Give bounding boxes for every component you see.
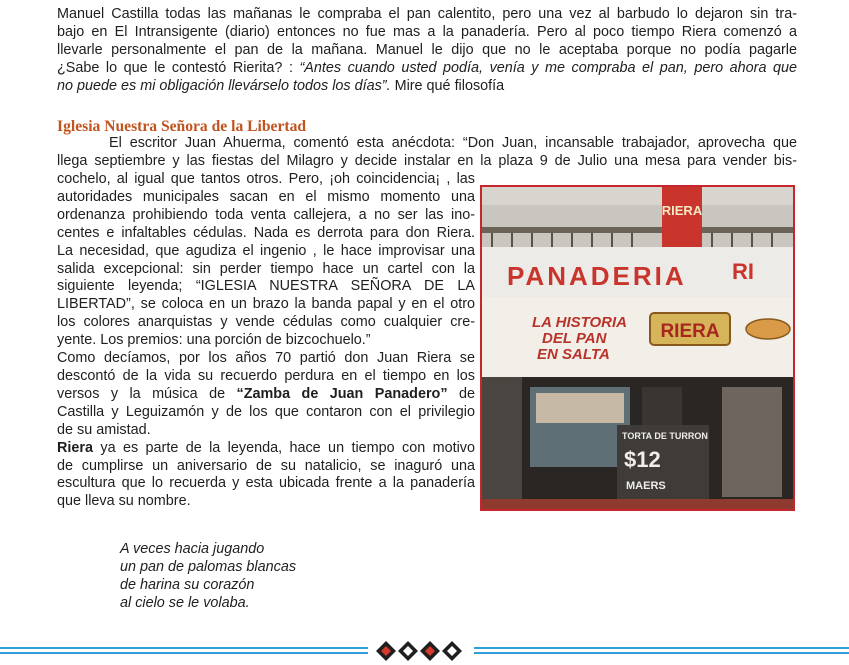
intro-paragraph — [57, 6, 797, 96]
story-narrow-line: cochelo, al igual que tantos otros. Pero, ¡oh coincidencia¡ , las — [57, 171, 475, 187]
story-narrow-line: Como decíamos, por los años 70 partió don Juan Riera se — [57, 350, 475, 367]
intro-line-4 — [57, 60, 797, 78]
story-narrow-line: yente. Los premios: una porción de bizcochuelo.” — [57, 332, 371, 349]
section-heading: Iglesia Nuestra Señora de la Libertad — [57, 118, 307, 135]
story-wide-lines — [57, 135, 797, 171]
intro-quote-start: “Antes cuando usted podía, venía y me compraba el pan, pero ahora que — [299, 59, 797, 76]
footer-ornament — [0, 637, 849, 665]
story-narrow-line: descontó de la vida su recuerdo perdura en el tiempo en los — [57, 367, 475, 384]
window-text-3: MAERS — [626, 480, 666, 492]
poem-line: al cielo se le volaba. — [120, 595, 250, 611]
zamba-lead: versos y la música de — [57, 385, 237, 402]
facade-line-1: LA HISTORIA — [532, 314, 628, 331]
zamba-title: “Zamba de Juan Panadero” — [236, 385, 448, 402]
story-narrow-line: salida excepcional: sin perder tiempo hace un cartel con la — [57, 260, 475, 277]
zamba-after: de — [447, 385, 475, 402]
intro-line-5-plain: Mire qué filosofía — [390, 77, 505, 94]
window-text-1: TORTA DE TURRON — [622, 431, 708, 441]
story-narrow-line: siguiente leyenda; “IGLESIA NUESTRA SEÑORA DE LA — [57, 278, 475, 295]
story-narrow-line: autoridades municipales sacan en el mismo momento una — [57, 188, 475, 205]
intro-line-2: bajo en El Intransigente (diario) entonces no fue mas a la panadería. Pero al poco tiempo Riera comenzó a — [57, 23, 797, 40]
intro-line-1: Manuel Castilla todas las mañanas le compraba el pan calentito, pero una vez al barbudo lo dejaron sin tra- — [57, 6, 797, 22]
story-narrow-column — [57, 171, 475, 511]
intro-line-4-plain: ¿Sabe lo que le contestó Rierita? : — [57, 59, 300, 76]
sign-panaderia: PANADERIA — [507, 261, 687, 291]
poem-line: un pan de palomas blancas — [120, 559, 297, 575]
poem — [120, 540, 296, 612]
intro-line-5 — [57, 78, 797, 96]
bakery-photo-illustration — [482, 187, 793, 509]
intro-line-3: llevarle personalmente el pan de la mañana. Manuel le dijo que no le aceptaba porque no podía pagarle — [57, 41, 797, 58]
poem-line: A veces hacia jugando — [120, 541, 265, 557]
story-narrow-line-riera — [57, 440, 475, 458]
story-narrow-line: LIBERTAD”, se coloca en un brazo la banda papal y en el otro — [57, 296, 475, 313]
riera-name: Riera — [57, 439, 93, 456]
brand-riera: RIERA — [660, 321, 720, 342]
facade-line-3: EN SALTA — [537, 346, 610, 363]
story-narrow-line: que lleva su nombre. — [57, 493, 191, 510]
window-text-2: $12 — [624, 447, 661, 472]
story-narrow-line: Castilla y Leguizamón y de los que contaron con el privilegio — [57, 403, 475, 420]
intro-quote-end: no puede es mi obligación llevárselo todos los días”. — [57, 77, 391, 94]
story-narrow-line: escultura que lo recuerda y esta ubicada frente a la panadería — [57, 475, 475, 492]
sign-ri: RI — [732, 259, 754, 284]
story-narrow-line: centes e infaltables cédulas. Nada es derrota para don Riera. — [57, 224, 475, 241]
story-narrow-line: La necesidad, que agudiza el ingenio , le hace improvisar una — [57, 242, 475, 259]
poem-line: de harina su corazón — [120, 577, 255, 593]
story-narrow-line-zamba — [57, 386, 475, 404]
riera-rest: ya es parte de la leyenda, hace un tiempo con motivo — [93, 439, 475, 456]
story-narrow-line: de cumplirse un aniversario de su natalicio, se inaguró una — [57, 457, 475, 474]
bakery-photo — [480, 185, 795, 511]
andean-pattern-icon — [373, 639, 469, 663]
story-narrow-line: ordenanza prohibiendo toda venta callejera, a no ser las ino- — [57, 206, 475, 223]
story-narrow-line: los colores anarquistas y vende cédulas como cualquier cre- — [57, 314, 475, 331]
story-narrow-line: de su amistad. — [57, 421, 151, 438]
story-line-2: llega septiembre y las fiestas del Milagro y decide instalar en la plaza 9 de Julio una mesa para vender bis- — [57, 152, 797, 169]
side-sign-text: RIERA — [661, 203, 703, 218]
story-line-1: El escritor Juan Ahuerma, comentó esta anécdota: “Don Juan, incansable trabajador, aprovecha que — [109, 135, 797, 151]
facade-line-2: DEL PAN — [542, 330, 607, 347]
